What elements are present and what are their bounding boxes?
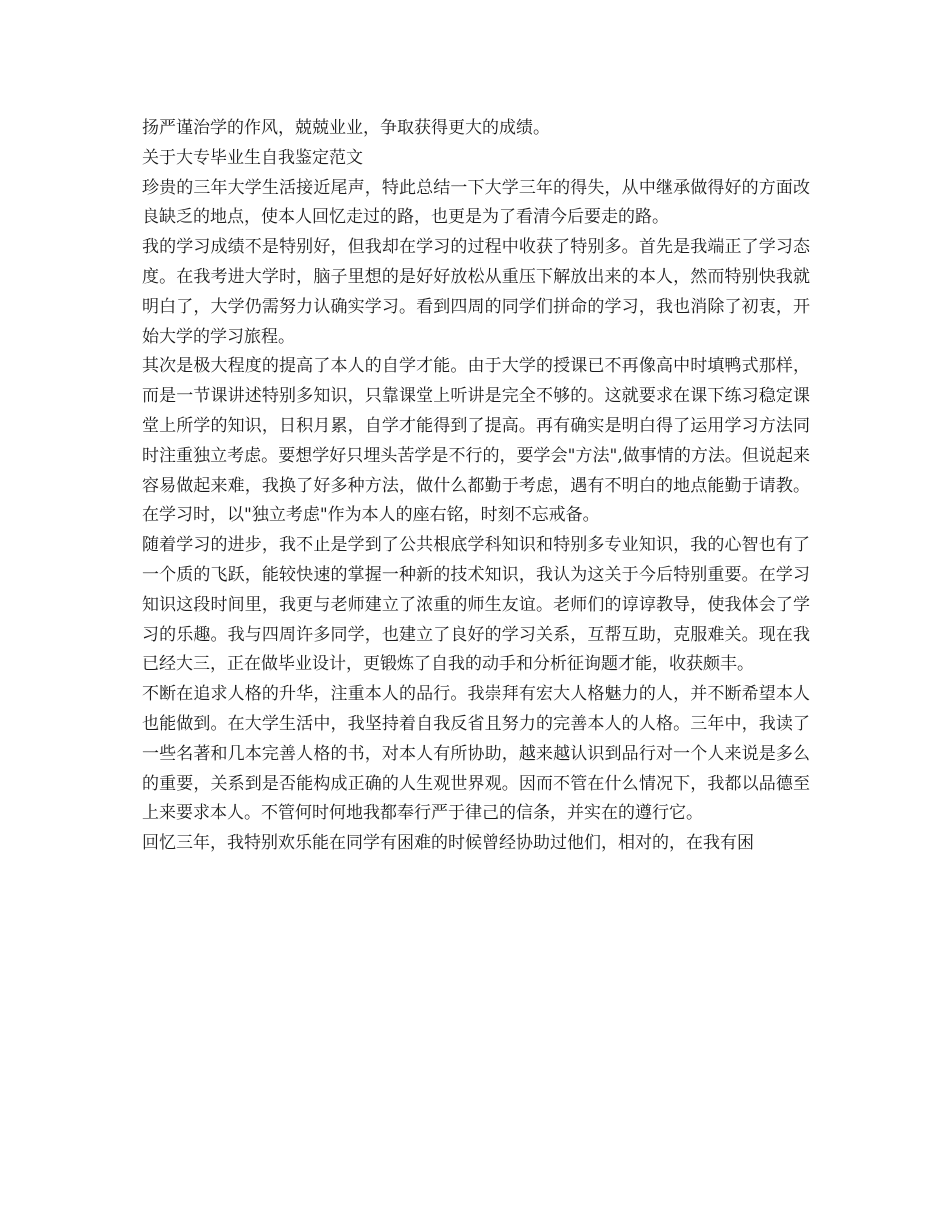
document-page xyxy=(142,114,810,859)
paragraph-self-learning: 其次是极大程度的提高了本人的自学才能。由于大学的授课已不再像高中时填鸭式那样，而是一节课讲述特别多知识，只靠课堂上听讲是完全不够的。这就要求在课下练习稳定课堂上所学的知识，日积月累，自学才能得到了提高。再有确实是明白得了运用学习方法同时注重独立考虑。要想学好只埋头苦学是不行的，要学会"方法",做事情的方法。但说起来容易做起来难，我换了好多种方法，做什么都勤于考虑，遇有不明白的地点能勤于请教。在学习时，以"独立考虑"作为本人的座右铭，时刻不忘戒备。 xyxy=(142,356,810,526)
paragraph-character: 不断在追求人格的升华，注重本人的品行。我崇拜有宏大人格魅力的人，并不断希望本人也能做到。在大学生活中，我坚持着自我反省且努力的完善本人的人格。三年中，我读了一些名著和几本完善人格的书，对本人有所协助，越来越认识到品行对一个人来说是多么的重要，关系到是否能构成正确的人生观世界观。因而不管在什么情况下，我都以品德至上来要求本人。不管何时何地我都奉行严于律己的信条，并实在的遵行它。 xyxy=(142,684,810,824)
section-title: 关于大专毕业生自我鉴定范文 xyxy=(142,147,363,168)
paragraph-progress: 随着学习的进步，我不止是学到了公共根底学科知识和特别多专业知识，我的心智也有了一个质的飞跃，能较快速的掌握一种新的技术知识，我认为这关于今后特别重要。在学习知识这段时间里，我更与老师建立了浓重的师生友谊。老师们的谆谆教导，使我体会了学习的乐趣。我与四周许多同学，也建立了良好的学习关系，互帮互助，克服难关。现在我已经大三，正在做毕业设计，更锻炼了自我的动手和分析征询题才能，收获颇丰。 xyxy=(142,535,810,675)
paragraph-closing-line: 扬严谨治学的作风，兢兢业业，争取获得更大的成绩。 xyxy=(142,118,550,138)
paragraph-intro: 珍贵的三年大学生活接近尾声，特此总结一下大学三年的得失，从中继承做得好的方面改良缺乏的地点，使本人回忆走过的路，也更是为了看清今后要走的路。 xyxy=(142,177,810,228)
paragraph-study-attitude: 我的学习成绩不是特别好，但我却在学习的过程中收获了特别多。首先是我端正了学习态度。在我考进大学时，脑子里想的是好好放松从重压下解放出来的本人，然而特别快我就明白了，大学仍需努力认确实学习。看到四周的同学们拼命的学习，我也消除了初衷，开始大学的学习旅程。 xyxy=(142,237,810,347)
paragraph-helping-others: 回忆三年，我特别欢乐能在同学有困难的时候曾经协助过他们，相对的，在我有困 xyxy=(142,833,754,854)
